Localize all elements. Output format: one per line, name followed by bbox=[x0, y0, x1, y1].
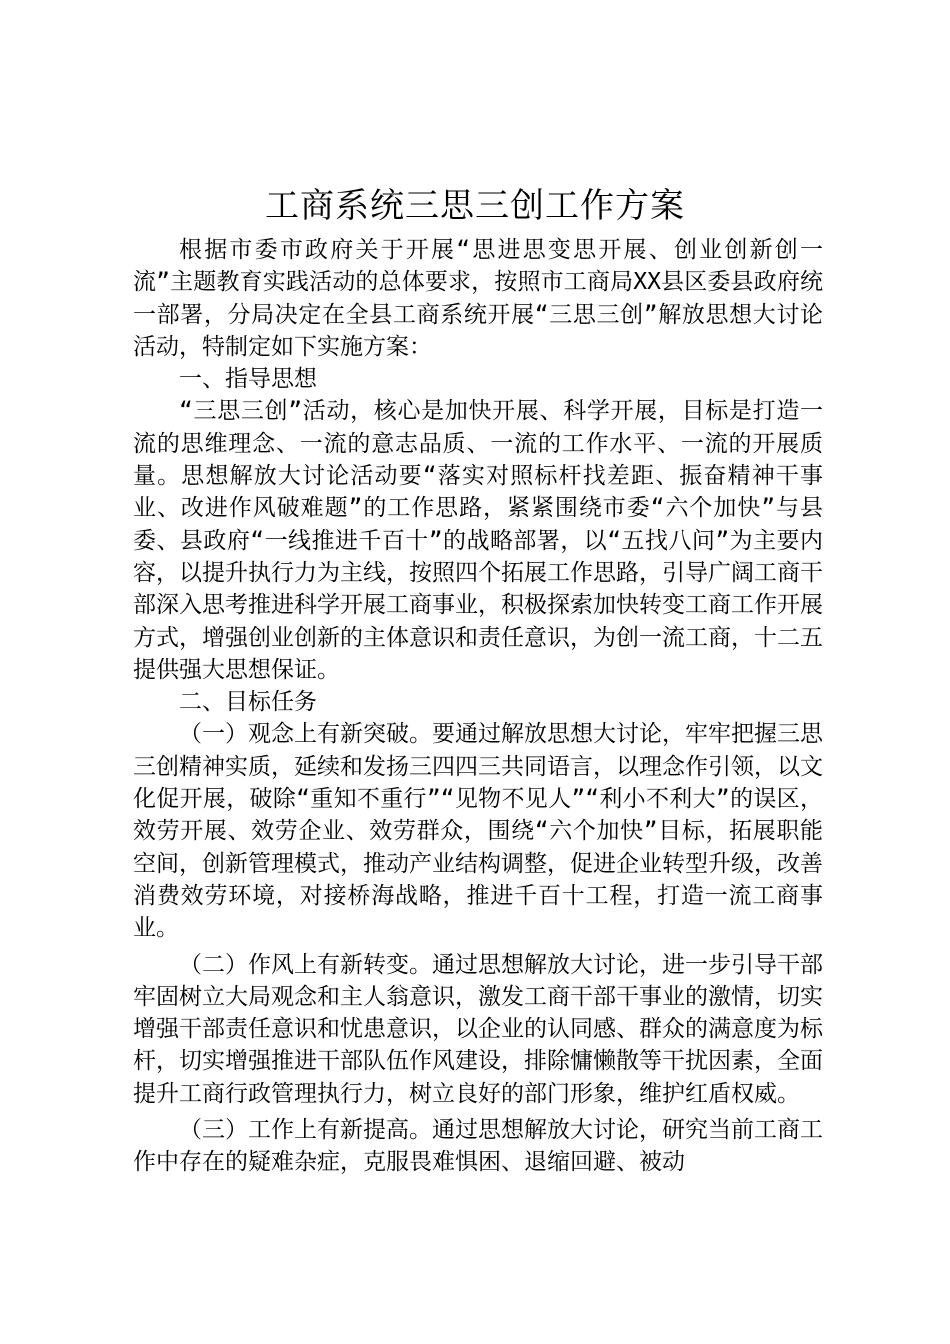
intro-paragraph: 根据市委市政府关于开展“思进思变思开展、创业创新创一流”主题教育实践活动的总体要求，按照市工商局XX县区委县政府统一部署，分局决定在全县工商系统开展“三思三创”解放思想大讨论活动，特制定如下实施方案： bbox=[133, 237, 823, 360]
document-body bbox=[133, 234, 823, 1179]
goal-item-concept-paragraph: （一）观念上有新突破。要通过解放思想大讨论，牢牢把握三思三创精神实质，延续和发扬三四四三共同语言，以理念作引领，以文化促开展，破除“重知不重行”“见物不见人”“利小不利大”的误区，效劳开展、效劳企业、效劳群众，围绕“六个加快”目标，拓展职能空间，创新管理模式，推动产业结构调整，促进企业转型升级，改善消费效劳环境，对接桥海战略，推进千百十工程，打造一流工商事业。 bbox=[133, 721, 823, 942]
goal-item-style-paragraph: （二）作风上有新转变。通过思想解放大讨论，进一步引导干部牢固树立大局观念和主人翁意识，激发工商干部干事业的激情，切实增强干部责任意识和忧患意识，以企业的认同感、群众的满意度为标杆，切实增强推进干部队伍作风建设，排除慵懒散等干扰因素，全面提升工商行政管理执行力，树立良好的部门形象，维护红盾权威。 bbox=[133, 951, 823, 1107]
section-heading-goals-tasks: 二、目标任务 bbox=[179, 689, 317, 716]
guiding-ideology-paragraph: “三思三创”活动，核心是加快开展、科学开展，目标是打造一流的思维理念、一流的意志品质、一流的工作水平、一流的开展质量。思想解放大讨论活动要“落实对照标杆找差距、振奋精神干事业、改进作风破难题”的工作思路，紧紧围绕市委“六个加快”与县委、县政府“一线推进千百十”的战略部署，以“五找八问”为主要内容，以提升执行力为主线，按照四个拓展工作思路，引导广阔工商干部深入思考推进科学开展工商事业，积极探索加快转变工商工作开展方式，增强创业创新的主体意识和责任意识，为创一流工商，十二五提供强大思想保证。 bbox=[133, 398, 823, 683]
document-title: 工商系统三思三创工作方案 bbox=[265, 186, 685, 226]
section-heading-guiding-ideology: 一、指导思想 bbox=[179, 366, 317, 393]
goal-item-work-paragraph: （三）工作上有新提高。通过思想解放大讨论，研究当前工商工作中存在的疑难杂症，克服畏难惧困、退缩回避、被动 bbox=[133, 1117, 823, 1176]
